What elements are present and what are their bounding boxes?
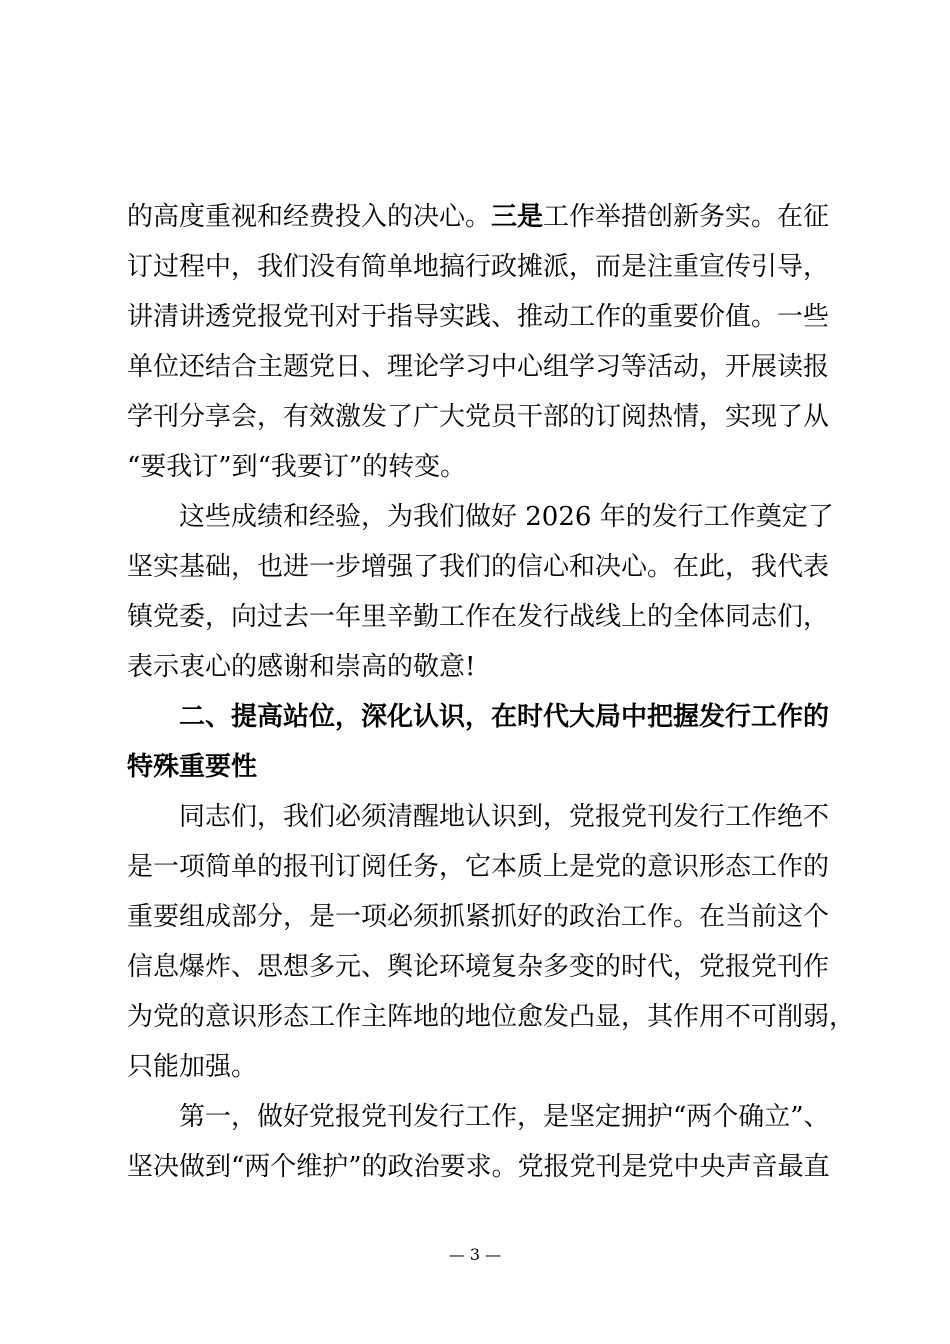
paragraph-line: 学刊分享会，有效激发了广大党员干部的订阅热情，实现了从 — [127, 402, 830, 432]
paragraph-line: “要我订”到“我要订”的转变。 — [127, 452, 467, 482]
paragraph-line: 坚实基础，也进一步增强了我们的信心和决心。在此，我代表 — [127, 552, 830, 582]
paragraph-line: 信息爆炸、思想多元、舆论环境复杂多变的时代，党报党刊作 — [127, 952, 830, 982]
paragraph-line: 同志们，我们必须清醒地认识到，党报党刊发行工作绝不 — [179, 802, 830, 832]
paragraph-line: 表示衷心的感谢和崇高的敬意! — [127, 652, 476, 682]
document-body — [127, 192, 856, 1192]
line-text: 的高度重视和经费投入的决心。 — [127, 202, 492, 232]
paragraph-line: 坚决做到“两个维护”的政治要求。党报党刊是党中央声音最直 — [127, 1152, 830, 1182]
paragraph-line: 是一项简单的报刊订阅任务，它本质上是党的意识形态工作的 — [127, 852, 830, 882]
paragraph-line — [127, 192, 830, 242]
paragraph-line: 订过程中，我们没有简单地搞行政摊派，而是注重宣传引导， — [127, 252, 830, 282]
paragraph-line: 为党的意识形态工作主阵地的地位愈发凸显，其作用不可削弱， — [127, 1002, 856, 1032]
section-heading: 特殊重要性 — [127, 752, 258, 782]
paragraph-line: 讲清讲透党报党刊对于指导实践、推动工作的重要价值。一些 — [127, 302, 830, 332]
paragraph-line: 这些成绩和经验，为我们做好 2026 年的发行工作奠定了 — [179, 502, 834, 532]
paragraph-line: 重要组成部分，是一项必须抓紧抓好的政治工作。在当前这个 — [127, 902, 830, 932]
paragraph-line: 镇党委，向过去一年里辛勤工作在发行战线上的全体同志们， — [127, 602, 830, 632]
page-number: — 3 — — [448, 1245, 502, 1264]
paragraph-line: 第一，做好党报党刊发行工作，是坚定拥护“两个确立”、 — [179, 1102, 830, 1132]
paragraph-line: 只能加强。 — [127, 1052, 258, 1082]
section-heading: 二、提高站位，深化认识，在时代大局中把握发行工作的 — [179, 702, 830, 732]
line-text: 工作举措创新务实。在征 — [543, 202, 830, 232]
bold-lead: 三是 — [491, 202, 544, 232]
paragraph-line: 单位还结合主题党日、理论学习中心组学习等活动，开展读报 — [127, 352, 830, 382]
